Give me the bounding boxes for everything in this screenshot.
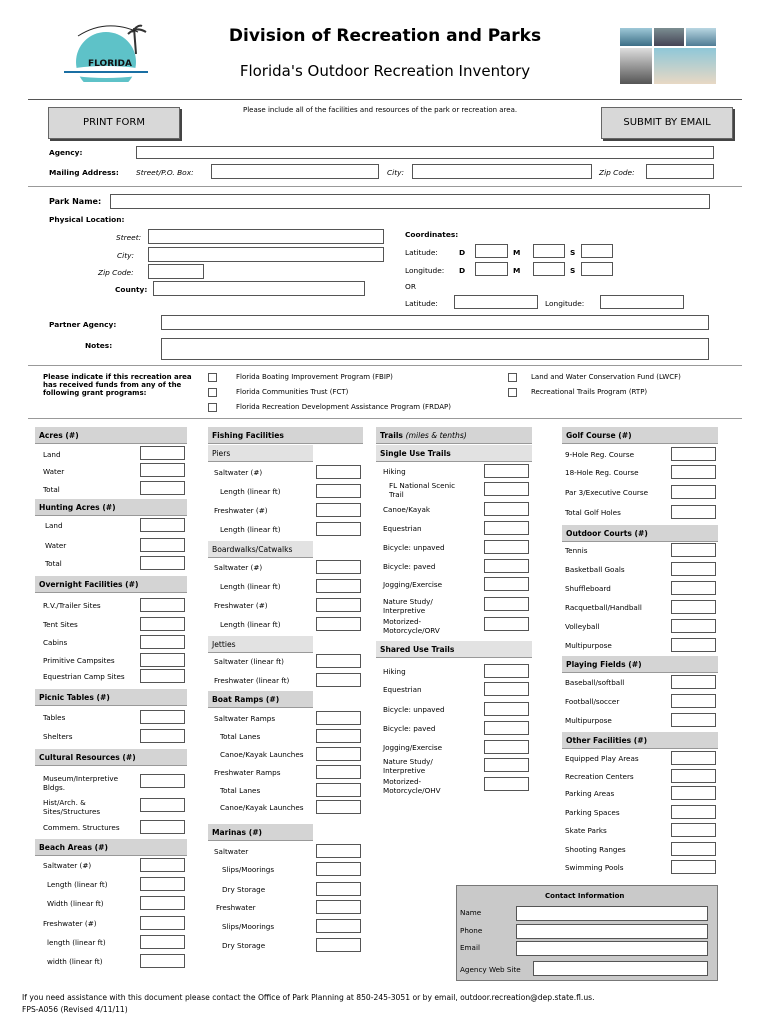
shared-jogging-field[interactable]: [484, 740, 529, 754]
equestrian-trail-field[interactable]: [484, 521, 529, 535]
coordinates-label: Coordinates:: [405, 230, 459, 239]
trails-title: Trails: [380, 431, 403, 440]
beach-saltwater-field[interactable]: [140, 858, 185, 872]
boardwalks-length-label: Length (linear ft): [220, 582, 281, 591]
beach-freshwater-label: Freshwater (#): [43, 919, 97, 928]
lat-m-label: M: [513, 248, 521, 257]
acres-land-label: Land: [43, 450, 61, 459]
shuffleboard-field[interactable]: [671, 581, 716, 595]
decimal-latitude-label: Latitude:: [405, 299, 438, 308]
museum-field[interactable]: [140, 774, 185, 788]
contact-email-field[interactable]: [516, 941, 708, 956]
total-golf-holes-field[interactable]: [671, 505, 716, 519]
mailing-city-label: City:: [387, 168, 404, 177]
beach-width-label: Width (linear ft): [47, 899, 104, 908]
shared-bicycle-unpaved-label: Bicycle: unpaved: [383, 705, 445, 714]
lon-degrees-field[interactable]: [475, 262, 508, 276]
fresh-slips-field[interactable]: [316, 919, 361, 933]
beach-saltwater-label: Saltwater (#): [43, 861, 92, 870]
lat-minutes-field[interactable]: [533, 244, 565, 258]
piers-length-field[interactable]: [316, 484, 361, 498]
piers-length2-label: Length (linear ft): [220, 525, 281, 534]
hunting-land-label: Land: [45, 521, 63, 530]
acres-land-field[interactable]: [140, 446, 185, 460]
boardwalks-length2-field[interactable]: [316, 617, 361, 631]
shared-bicycle-unpaved-field[interactable]: [484, 702, 529, 716]
marinas-header: Marinas (#): [208, 824, 313, 841]
county-label: County:: [115, 285, 148, 294]
notes-field[interactable]: [161, 338, 709, 360]
primitive-campsites-label: Primitive Campsites: [43, 656, 115, 665]
grant-prompt-line-1: Please indicate if this recreation area: [43, 373, 192, 381]
tennis-field[interactable]: [671, 543, 716, 557]
jetties-saltwater-label: Saltwater (linear ft): [214, 657, 284, 666]
basketball-label: Basketball Goals: [565, 565, 625, 574]
salt-total-lanes-label: Total Lanes: [220, 732, 261, 741]
boardwalks-freshwater-field[interactable]: [316, 598, 361, 612]
marinas-freshwater-field[interactable]: [316, 900, 361, 914]
contact-phone-label: Phone: [460, 926, 483, 935]
fresh-total-lanes-label: Total Lanes: [220, 786, 261, 795]
acres-total-field[interactable]: [140, 481, 185, 495]
salt-canoe-launches-field[interactable]: [316, 747, 361, 761]
hole9-label: 9-Hole Reg. Course: [565, 450, 634, 459]
salt-slips-label: Slips/Moorings: [222, 865, 275, 874]
rec-centers-field[interactable]: [671, 769, 716, 783]
golf-course-header: Golf Course (#): [562, 427, 718, 444]
piers-saltwater-label: Saltwater (#): [214, 468, 263, 477]
contact-web-field[interactable]: [533, 961, 708, 976]
agency-field[interactable]: [136, 146, 714, 159]
equestrian-camp-sites-label: Equestrian Camp Sites: [43, 672, 125, 681]
racquetball-label: Racquetball/Handball: [565, 603, 642, 612]
nature-study-label-1: Nature Study/: [383, 597, 433, 606]
nature-study-field[interactable]: [484, 597, 529, 611]
contact-title: Contact Information: [545, 892, 625, 900]
agency-label: Agency:: [49, 148, 83, 157]
football-field[interactable]: [671, 694, 716, 708]
hunting-water-label: Water: [45, 541, 67, 550]
contact-web-label: Agency Web Site: [460, 965, 521, 974]
beach-fwidth-label: width (linear ft): [47, 957, 103, 966]
salt-total-lanes-field[interactable]: [316, 729, 361, 743]
zip-field[interactable]: [148, 264, 204, 279]
print-form-button[interactable]: PRINT FORM: [48, 107, 180, 139]
fresh-canoe-launches-label: Canoe/Kayak Launches: [220, 803, 304, 812]
page-title: Division of Recreation and Parks: [228, 26, 542, 46]
shared-hiking-field[interactable]: [484, 664, 529, 678]
photo-collage: [620, 28, 716, 86]
shared-nature-label-1: Nature Study/: [383, 757, 433, 766]
parking-areas-label: Parking Areas: [565, 789, 615, 798]
piers-freshwater-field[interactable]: [316, 503, 361, 517]
fields-multipurpose-field[interactable]: [671, 713, 716, 727]
cabins-field[interactable]: [140, 635, 185, 649]
salt-slips-field[interactable]: [316, 862, 361, 876]
beach-freshwater-field[interactable]: [140, 916, 185, 930]
shared-motorized-label-1: Motorized-: [383, 777, 422, 786]
acres-total-label: Total: [43, 485, 60, 494]
mailing-city-field[interactable]: [412, 164, 592, 179]
hole18-label: 18-Hole Reg. Course: [565, 468, 639, 477]
outdoor-courts-header: Outdoor Courts (#): [562, 525, 718, 542]
hunting-total-field[interactable]: [140, 556, 185, 570]
bicycle-paved-label: Bicycle: paved: [383, 562, 436, 571]
courts-multipurpose-label: Multipurpose: [565, 641, 612, 650]
trails-header: [376, 427, 532, 444]
hunting-acres-header: Hunting Acres (#): [35, 499, 187, 516]
hiking-label: Hiking: [383, 467, 406, 476]
museum-label-2: Bldgs.: [43, 783, 66, 792]
salt-dry-storage-label: Dry Storage: [222, 885, 266, 894]
mailing-zip-field[interactable]: [646, 164, 714, 179]
tent-sites-field[interactable]: [140, 617, 185, 631]
commem-structures-label: Commem. Structures: [43, 823, 120, 832]
lon-d-label: D: [459, 266, 466, 275]
overnight-facilities-header: Overnight Facilities (#): [35, 576, 187, 593]
shared-nature-label-2: Interpretive: [383, 766, 426, 775]
playing-fields-header: Playing Fields (#): [562, 656, 718, 673]
lat-d-label: D: [459, 248, 466, 257]
bicycle-unpaved-field[interactable]: [484, 540, 529, 554]
baseball-field[interactable]: [671, 675, 716, 689]
flnst-label-1: FL National Scenic: [389, 481, 456, 490]
boardwalks-length-field[interactable]: [316, 579, 361, 593]
frdap-label: Florida Recreation Development Assistance Program (FRDAP): [236, 403, 451, 411]
boardwalks-saltwater-field[interactable]: [316, 560, 361, 574]
primitive-campsites-field[interactable]: [140, 653, 185, 667]
canoe-kayak-trail-field[interactable]: [484, 502, 529, 516]
cultural-resources-header: Cultural Resources (#): [35, 749, 187, 766]
boardwalks-header: Boardwalks/Catwalks: [208, 541, 313, 558]
hunting-total-label: Total: [45, 559, 62, 568]
shared-equestrian-label: Equestrian: [383, 685, 422, 694]
frdap-checkbox[interactable]: [208, 403, 217, 412]
jetties-freshwater-field[interactable]: [316, 673, 361, 687]
shooting-ranges-label: Shooting Ranges: [565, 845, 626, 854]
equipped-play-label: Equipped Play Areas: [565, 754, 639, 763]
cabins-label: Cabins: [43, 638, 68, 647]
beach-length-label: Length (linear ft): [47, 880, 108, 889]
freshwater-ramps-label: Freshwater Ramps: [214, 768, 281, 777]
shared-motorized-field[interactable]: [484, 777, 529, 791]
street-po-box-label: Street/P.O. Box:: [136, 168, 194, 177]
hist-arch-field[interactable]: [140, 798, 185, 812]
boardwalks-length2-label: Length (linear ft): [220, 620, 281, 629]
hunting-water-field[interactable]: [140, 538, 185, 552]
rtp-label: Recreational Trails Program (RTP): [531, 388, 648, 396]
jetties-saltwater-field[interactable]: [316, 654, 361, 668]
salt-dry-storage-field[interactable]: [316, 882, 361, 896]
swimming-pools-label: Swimming Pools: [565, 863, 624, 872]
mailing-zip-label: Zip Code:: [599, 168, 635, 177]
or-label: OR: [405, 282, 416, 291]
shared-bicycle-paved-label: Bicycle: paved: [383, 724, 436, 733]
zip-label: Zip Code:: [98, 268, 134, 277]
acres-header: Acres (#): [35, 427, 187, 444]
par3-label: Par 3/Executive Course: [565, 488, 649, 497]
courts-multipurpose-field[interactable]: [671, 638, 716, 652]
picnic-tables-header: Picnic Tables (#): [35, 689, 187, 706]
boardwalks-freshwater-label: Freshwater (#): [214, 601, 268, 610]
rec-centers-label: Recreation Centers: [565, 772, 634, 781]
assistance-text: If you need assistance with this document please contact the Office of Park Planning at 850-245-3051 or by email, outdoor.recreation@dep.state.fl.us.: [22, 993, 595, 1002]
other-facilities-header: Other Facilities (#): [562, 732, 718, 749]
contact-name-field[interactable]: [516, 906, 708, 921]
tent-sites-label: Tent Sites: [43, 620, 78, 629]
commem-structures-field[interactable]: [140, 820, 185, 834]
beach-areas-header: Beach Areas (#): [35, 839, 187, 856]
bicycle-unpaved-label: Bicycle: unpaved: [383, 543, 445, 552]
form-number: FPS-A056 (Revised 4/11/11): [22, 1005, 128, 1014]
shelters-field[interactable]: [140, 729, 185, 743]
jetties-header: Jetties: [208, 636, 313, 653]
tennis-label: Tennis: [565, 546, 588, 555]
fishing-facilities-header: Fishing Facilities: [208, 427, 363, 444]
grant-prompt-line-2: has received funds from any of the: [43, 381, 182, 389]
lat-s-label: S: [570, 248, 576, 257]
rv-sites-label: R.V./Trailer Sites: [43, 601, 101, 610]
nature-study-label-2: Interpretive: [383, 606, 426, 615]
instruction-text: Please include all of the facilities and resources of the park or recreation area.: [243, 106, 518, 114]
grant-prompt-line-3: following grant programs:: [43, 389, 147, 397]
shared-motorized-label-2: Motorcycle/OHV: [383, 786, 441, 795]
volleyball-label: Volleyball: [565, 622, 600, 631]
contact-email-label: Email: [460, 943, 480, 952]
flnst-field[interactable]: [484, 482, 529, 496]
city-label: City:: [117, 251, 134, 260]
baseball-label: Baseball/softball: [565, 678, 625, 687]
skate-parks-field[interactable]: [671, 823, 716, 837]
racquetball-field[interactable]: [671, 600, 716, 614]
parking-spaces-field[interactable]: [671, 805, 716, 819]
shooting-ranges-field[interactable]: [671, 842, 716, 856]
shared-equestrian-field[interactable]: [484, 682, 529, 696]
parking-areas-field[interactable]: [671, 786, 716, 800]
football-label: Football/soccer: [565, 697, 620, 706]
saltwater-ramps-label: Saltwater Ramps: [214, 714, 276, 723]
marinas-saltwater-field[interactable]: [316, 844, 361, 858]
fresh-dry-storage-label: Dry Storage: [222, 941, 266, 950]
fresh-dry-storage-field[interactable]: [316, 938, 361, 952]
beach-flength-field[interactable]: [140, 935, 185, 949]
par3-field[interactable]: [671, 485, 716, 499]
decimal-latitude-field[interactable]: [454, 295, 538, 309]
flnst-label-2: Trail: [389, 490, 404, 499]
county-field[interactable]: [153, 281, 365, 296]
park-name-field[interactable]: [110, 194, 710, 209]
motorized-label-1: Motorized-: [383, 617, 422, 626]
shuffleboard-label: Shuffleboard: [565, 584, 611, 593]
lon-seconds-field[interactable]: [581, 262, 613, 276]
salt-canoe-launches-label: Canoe/Kayak Launches: [220, 750, 304, 759]
beach-width-field[interactable]: [140, 896, 185, 910]
equestrian-trail-label: Equestrian: [383, 524, 422, 533]
shared-nature-field[interactable]: [484, 758, 529, 772]
lon-m-label: M: [513, 266, 521, 275]
lwcf-label: Land and Water Conservation Fund (LWCF): [531, 373, 681, 381]
shared-hiking-label: Hiking: [383, 667, 406, 676]
volleyball-field[interactable]: [671, 619, 716, 633]
partner-agency-label: Partner Agency:: [49, 320, 117, 329]
city-field[interactable]: [148, 247, 384, 262]
decimal-longitude-field[interactable]: [600, 295, 684, 309]
boardwalks-saltwater-label: Saltwater (#): [214, 563, 263, 572]
shared-bicycle-paved-field[interactable]: [484, 721, 529, 735]
shared-jogging-label: Jogging/Exercise: [383, 743, 443, 752]
decimal-longitude-label: Longitude:: [545, 299, 585, 308]
canoe-kayak-trail-label: Canoe/Kayak: [383, 505, 431, 514]
fresh-canoe-launches-field[interactable]: [316, 800, 361, 814]
lon-minutes-field[interactable]: [533, 262, 565, 276]
equipped-play-field[interactable]: [671, 751, 716, 765]
notes-label: Notes:: [85, 341, 113, 350]
motorized-field[interactable]: [484, 617, 529, 631]
park-name-label: Park Name:: [49, 197, 102, 206]
museum-label-1: Museum/Interpretive: [43, 774, 119, 783]
fct-label: Florida Communities Trust (FCT): [236, 388, 349, 396]
boat-ramps-header: Boat Ramps (#): [208, 691, 313, 708]
swimming-pools-field[interactable]: [671, 860, 716, 874]
rtp-checkbox[interactable]: [508, 388, 517, 397]
lon-s-label: S: [570, 266, 576, 275]
hunting-land-field[interactable]: [140, 518, 185, 532]
shared-use-trails-header: Shared Use Trails: [376, 641, 532, 658]
trails-units: (miles & tenths): [405, 431, 467, 440]
page-subtitle: Florida's Outdoor Recreation Inventory: [239, 62, 531, 80]
mailing-address-label: Mailing Address:: [49, 168, 119, 177]
total-golf-holes-label: Total Golf Holes: [565, 508, 621, 517]
lwcf-checkbox[interactable]: [508, 373, 517, 382]
street-field[interactable]: [148, 229, 384, 244]
piers-freshwater-label: Freshwater (#): [214, 506, 268, 515]
jogging-field[interactable]: [484, 577, 529, 591]
fresh-slips-label: Slips/Moorings: [222, 922, 275, 931]
marinas-freshwater-label: Freshwater: [216, 903, 256, 912]
single-use-trails-header: Single Use Trails: [376, 445, 532, 462]
piers-length2-field[interactable]: [316, 522, 361, 536]
fbip-checkbox[interactable]: [208, 373, 217, 382]
svg-text:FLORIDA: FLORIDA: [88, 59, 132, 69]
beach-length-field[interactable]: [140, 877, 185, 891]
partner-agency-field[interactable]: [161, 315, 709, 330]
beach-fwidth-field[interactable]: [140, 954, 185, 968]
physical-location-label: Physical Location:: [49, 215, 125, 224]
motorized-label-2: Motorcycle/ORV: [383, 626, 440, 635]
basketball-field[interactable]: [671, 562, 716, 576]
piers-header: Piers: [208, 445, 313, 462]
hist-arch-label-2: Sites/Structures: [43, 807, 101, 816]
acres-water-label: Water: [43, 467, 65, 476]
rv-sites-field[interactable]: [140, 598, 185, 612]
piers-saltwater-field[interactable]: [316, 465, 361, 479]
beach-flength-label: length (linear ft): [47, 938, 106, 947]
fct-checkbox[interactable]: [208, 388, 217, 397]
street-po-box-field[interactable]: [211, 164, 379, 179]
longitude-label: Longitude:: [405, 266, 445, 275]
lat-degrees-field[interactable]: [475, 244, 508, 258]
jogging-label: Jogging/Exercise: [383, 580, 443, 589]
skate-parks-label: Skate Parks: [565, 826, 607, 835]
jetties-freshwater-label: Freshwater (linear ft): [214, 676, 290, 685]
hiking-field[interactable]: [484, 464, 529, 478]
equestrian-camp-sites-field[interactable]: [140, 669, 185, 683]
piers-length-label: Length (linear ft): [220, 487, 281, 496]
saltwater-ramps-field[interactable]: [316, 711, 361, 725]
hole18-field[interactable]: [671, 465, 716, 479]
lat-seconds-field[interactable]: [581, 244, 613, 258]
parking-spaces-label: Parking Spaces: [565, 808, 620, 817]
freshwater-ramps-field[interactable]: [316, 765, 361, 779]
tables-field[interactable]: [140, 710, 185, 724]
latitude-label: Latitude:: [405, 248, 438, 257]
contact-name-label: Name: [460, 908, 482, 917]
submit-by-email-button[interactable]: SUBMIT BY EMAIL: [601, 107, 733, 139]
fresh-total-lanes-field[interactable]: [316, 783, 361, 797]
hole9-field[interactable]: [671, 447, 716, 461]
acres-water-field[interactable]: [140, 463, 185, 477]
fields-multipurpose-label: Multipurpose: [565, 716, 612, 725]
fbip-label: Florida Boating Improvement Program (FBIP): [236, 373, 393, 381]
shelters-label: Shelters: [43, 732, 73, 741]
bicycle-paved-field[interactable]: [484, 559, 529, 573]
street-label: Street:: [116, 233, 142, 242]
marinas-saltwater-label: Saltwater: [214, 847, 249, 856]
contact-phone-field[interactable]: [516, 924, 708, 939]
tables-label: Tables: [43, 713, 66, 722]
hist-arch-label-1: Hist/Arch. &: [43, 798, 86, 807]
